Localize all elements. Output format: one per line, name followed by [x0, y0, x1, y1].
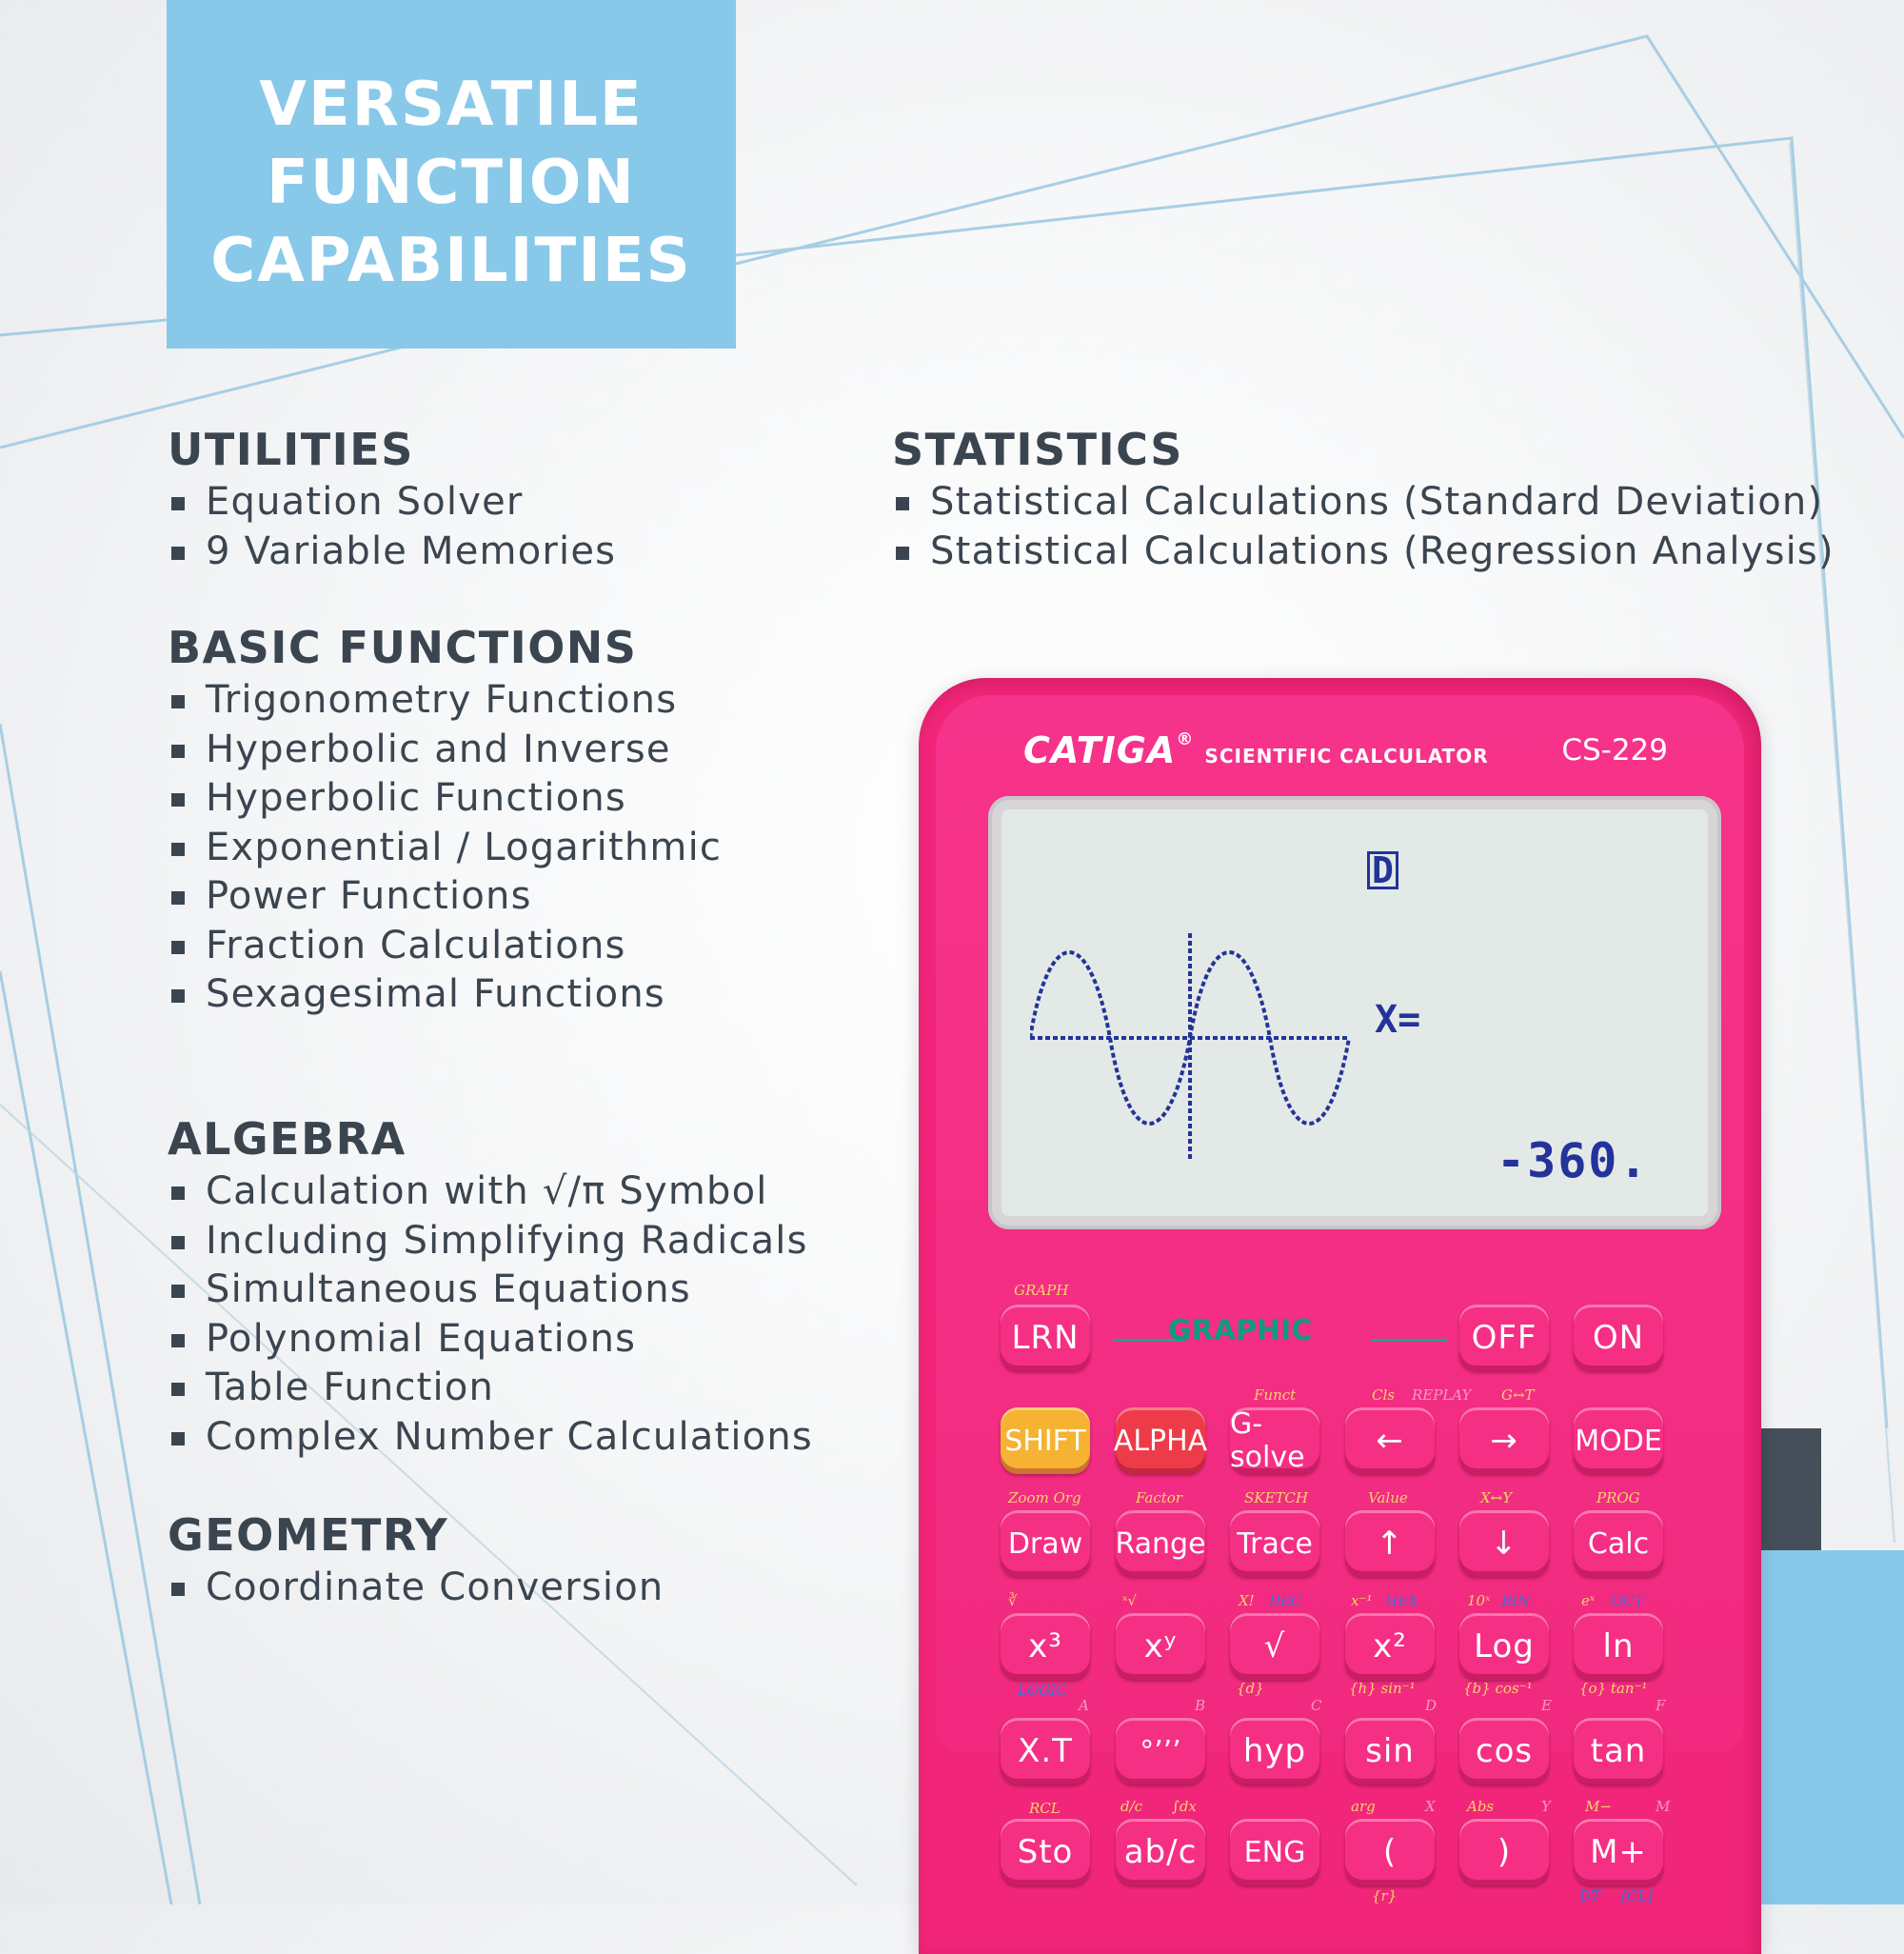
right-arrow-key[interactable]: →: [1459, 1407, 1549, 1474]
section-statistics: [892, 423, 1835, 576]
bullet-icon: [171, 989, 185, 1003]
section-basic-functions: [168, 621, 722, 1020]
key-sublabel: B: [1195, 1697, 1206, 1714]
key-sublabel: x⁻¹: [1351, 1592, 1373, 1609]
hyp-key[interactable]: hyp: [1230, 1718, 1319, 1785]
bullet-icon: [171, 547, 185, 560]
log-key[interactable]: Log: [1459, 1613, 1549, 1680]
up-arrow-key[interactable]: ↑: [1345, 1510, 1435, 1577]
x-cubed-key[interactable]: x³: [1001, 1613, 1090, 1680]
key-sublabel: Value: [1368, 1489, 1408, 1506]
left-arrow-key[interactable]: ←: [1345, 1407, 1435, 1474]
cos-key[interactable]: cos: [1459, 1718, 1549, 1785]
mode-key[interactable]: MODE: [1574, 1407, 1663, 1474]
calc-key[interactable]: Calc: [1574, 1510, 1663, 1577]
key-sublabel: G↔T: [1501, 1386, 1535, 1404]
key-sublabel: SKETCH: [1244, 1489, 1308, 1506]
registered-mark: ®: [1176, 729, 1195, 749]
tan-key[interactable]: tan: [1574, 1718, 1663, 1785]
lrn-key[interactable]: LRN: [1001, 1305, 1090, 1371]
fraction-key[interactable]: ab/c: [1116, 1819, 1205, 1885]
list-item: Coordinate Conversion: [168, 1564, 664, 1613]
key-sublabel: eˣ: [1581, 1592, 1596, 1609]
list-item: Polynomial Equations: [168, 1315, 813, 1365]
list-item: Equation Solver: [168, 478, 616, 528]
key-sublabel: Cls: [1372, 1386, 1395, 1404]
bullet-icon: [171, 941, 185, 954]
key-sublabel: DT: [1579, 1887, 1601, 1904]
section-title: UTILITIES: [168, 424, 414, 475]
key-sublabel: M: [1656, 1798, 1671, 1815]
list-item: Power Functions: [168, 872, 722, 922]
list-item: Trigonometry Functions: [168, 676, 722, 726]
bullet-icon: [171, 793, 185, 807]
bullet-icon: [171, 1334, 185, 1347]
key-sublabel: M−: [1585, 1798, 1612, 1815]
square-root-key[interactable]: √: [1230, 1613, 1319, 1680]
list-item: Statistical Calculations (Regression Analysis): [892, 528, 1835, 577]
section-algebra: [168, 1112, 813, 1462]
section-title: STATISTICS: [892, 424, 1183, 475]
open-paren-key[interactable]: (: [1345, 1819, 1435, 1885]
key-sublabel: Funct: [1254, 1386, 1297, 1404]
key-sublabel: REPLAY: [1412, 1386, 1472, 1404]
list-item: Sexagesimal Functions: [168, 970, 722, 1020]
bullet-icon: [171, 1285, 185, 1298]
ln-key[interactable]: ln: [1574, 1613, 1663, 1680]
screen-value: -360.: [1497, 1133, 1650, 1188]
key-sublabel: C: [1311, 1697, 1322, 1714]
key-sublabel: DEC: [1269, 1592, 1302, 1609]
sin-key[interactable]: sin: [1345, 1718, 1435, 1785]
list-item: Statistical Calculations (Standard Deviation): [892, 478, 1835, 528]
trace-key[interactable]: Trace: [1230, 1510, 1319, 1577]
down-arrow-key[interactable]: ↓: [1459, 1510, 1549, 1577]
draw-key[interactable]: Draw: [1001, 1510, 1090, 1577]
key-sublabel: [CL]: [1621, 1887, 1654, 1904]
list-item: Including Simplifying Radicals: [168, 1217, 813, 1266]
bullet-icon: [896, 497, 909, 510]
key-sublabel: PROG: [1597, 1489, 1640, 1506]
brand-row: [1023, 729, 1668, 787]
brand-logo: CATIGA: [1023, 729, 1177, 771]
key-sublabel: {r}: [1372, 1887, 1398, 1904]
section-utilities: [168, 423, 616, 576]
key-sublabel: F: [1656, 1697, 1666, 1714]
bullet-icon: [171, 1186, 185, 1200]
shift-key[interactable]: SHIFT: [1001, 1407, 1090, 1474]
bullet-icon: [171, 891, 185, 905]
off-key[interactable]: OFF: [1459, 1305, 1549, 1371]
sto-key[interactable]: Sto: [1001, 1819, 1090, 1885]
key-sublabel: Zoom Org: [1008, 1489, 1081, 1506]
x-squared-key[interactable]: x²: [1345, 1613, 1435, 1680]
key-sublabel: {b} cos⁻¹: [1463, 1680, 1533, 1697]
key-sublabel: HEX: [1385, 1592, 1418, 1609]
key-sublabel: Factor: [1136, 1489, 1182, 1506]
section-geometry: [168, 1508, 664, 1613]
key-sublabel: GRAPH: [1014, 1282, 1069, 1299]
calculator: [919, 678, 1761, 1954]
list-item: Fraction Calculations: [168, 922, 722, 971]
decorative-blue-block: [1745, 1550, 1904, 1904]
key-sublabel: X: [1425, 1798, 1436, 1815]
list-item: Exponential / Logarithmic: [168, 824, 722, 873]
list-item: Hyperbolic Functions: [168, 774, 722, 824]
bullet-icon: [171, 695, 185, 708]
bullet-icon: [171, 1432, 185, 1446]
key-sublabel: arg: [1351, 1798, 1376, 1815]
key-sublabel: Abs: [1467, 1798, 1495, 1815]
list-item: Hyperbolic and Inverse: [168, 726, 722, 775]
list-item: 9 Variable Memories: [168, 528, 616, 577]
section-title: GEOMETRY: [168, 1509, 449, 1561]
key-sublabel: 10ˣ: [1467, 1592, 1491, 1609]
bullet-icon: [171, 1383, 185, 1396]
banner-title: VERSATILE FUNCTION CAPABILITIES: [210, 70, 692, 296]
key-sublabel: ∛: [1008, 1592, 1018, 1609]
eng-key[interactable]: ENG: [1230, 1819, 1319, 1885]
key-sublabel: {d}: [1237, 1680, 1264, 1697]
divider: [1371, 1339, 1447, 1342]
key-sublabel: ∫dx: [1172, 1798, 1197, 1815]
bullet-icon: [171, 1236, 185, 1249]
title-banner: [167, 0, 736, 349]
key-sublabel: BIN: [1501, 1592, 1531, 1609]
bullet-icon: [171, 843, 185, 856]
alpha-key[interactable]: ALPHA: [1116, 1407, 1205, 1474]
g-solve-key[interactable]: G-solve: [1230, 1407, 1319, 1474]
key-sublabel: E: [1541, 1697, 1552, 1714]
list-item: Simultaneous Equations: [168, 1266, 813, 1315]
bullet-icon: [171, 497, 185, 510]
key-sublabel: A: [1079, 1697, 1089, 1714]
on-key[interactable]: ON: [1574, 1305, 1663, 1371]
section-title: ALGEBRA: [168, 1113, 407, 1165]
key-sublabel: RCL: [1029, 1800, 1061, 1817]
close-paren-key[interactable]: ): [1459, 1819, 1549, 1885]
sine-graph: [1030, 933, 1354, 1171]
graphic-label: GRAPHIC: [1168, 1314, 1313, 1347]
x-t-key[interactable]: X.T: [1001, 1718, 1090, 1785]
lcd-screen: [1002, 809, 1708, 1216]
key-sublabel: {o} tan⁻¹: [1579, 1680, 1648, 1697]
bullet-icon: [896, 547, 909, 560]
key-sublabel: OCT: [1612, 1592, 1644, 1609]
key-sublabel: ˣ√: [1122, 1592, 1137, 1609]
degree-minute-second-key[interactable]: °’’’: [1116, 1718, 1205, 1785]
key-sublabel: D: [1425, 1697, 1438, 1714]
x-power-y-key[interactable]: xʸ: [1116, 1613, 1205, 1680]
bullet-icon: [171, 1583, 185, 1596]
key-sublabel: LOGIC: [1018, 1682, 1067, 1699]
range-key[interactable]: Range: [1116, 1510, 1205, 1577]
m-plus-key[interactable]: M+: [1574, 1819, 1663, 1885]
key-sublabel: X↔Y: [1480, 1489, 1513, 1506]
key-sublabel: {h} sin⁻¹: [1349, 1680, 1416, 1697]
list-item: Table Function: [168, 1364, 813, 1413]
key-sublabel: d/c: [1121, 1798, 1143, 1815]
screen-frame: [988, 796, 1721, 1229]
bullet-icon: [171, 745, 185, 758]
key-sublabel: X!: [1239, 1592, 1255, 1609]
screen-label: X=: [1375, 998, 1421, 1042]
degree-indicator: D: [1367, 851, 1398, 889]
list-item: Complex Number Calculations: [168, 1413, 813, 1463]
model-number: CS-229: [1561, 733, 1668, 768]
key-sublabel: Y: [1541, 1798, 1551, 1815]
brand-subtitle: SCIENTIFIC CALCULATOR: [1204, 745, 1489, 768]
section-title: BASIC FUNCTIONS: [168, 622, 638, 673]
list-item: Calculation with √/π Symbol: [168, 1167, 813, 1217]
